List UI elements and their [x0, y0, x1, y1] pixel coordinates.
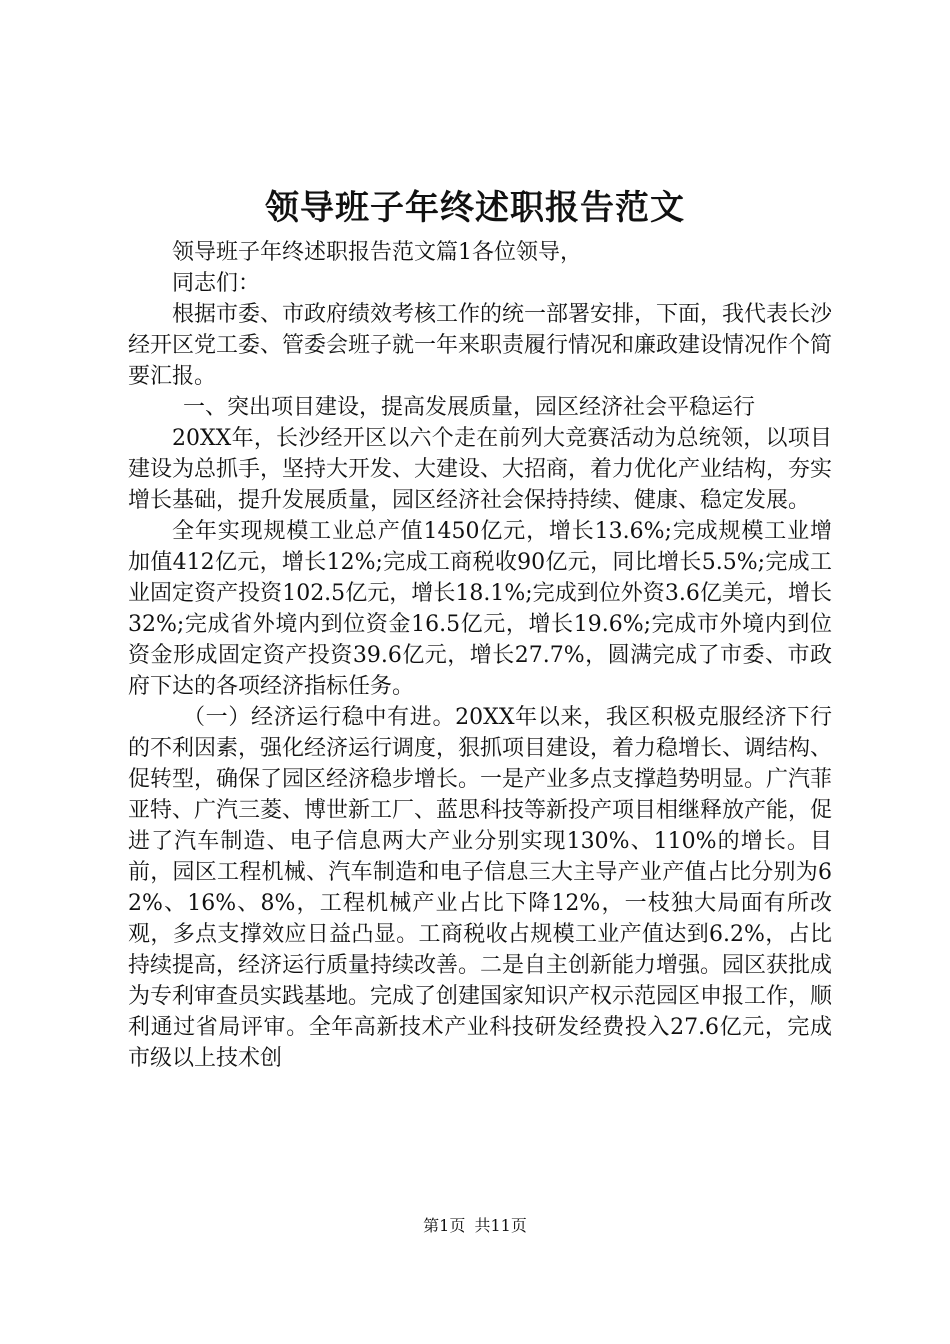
document-body — [128, 237, 832, 1074]
section-heading-1: 一、突出项目建设，提高发展质量，园区经济社会平稳运行 — [183, 395, 756, 420]
paragraph-overview: 20XX年，长沙经开区以六个走在前列大竞赛活动为总统领，以项目建设为总抓手，坚持大开发、大建设、大招商，着力优化产业结构，夯实增长基础，提升发展质量，园区经济社会保持持续、健康、稳定发展。 — [128, 426, 833, 513]
paragraph-intro: 根据市委、市政府绩效考核工作的统一部署安排，下面，我代表长沙经开区党工委、管委会班子就一年来职责履行情况和廉政建设情况作个简要汇报。 — [128, 302, 833, 389]
page-number: 第1页 — [423, 1216, 466, 1235]
paragraph-figures: 全年实现规模工业总产值1450亿元，增长13.6%;完成规模工业增加值412亿元，增长12%;完成工商税收90亿元，同比增长5.5%;完成工业固定资产投资102.5亿元，增长18.1%;完成到位外资3.6亿美元，增长32%;完成省外境内到位资金16.5亿元，增长19.6%;完成市外境内到位资金形成固定资产投资39.6亿元，增长27.7%，圆满完成了市委、市政府下达的各项经济指标任务。 — [128, 519, 832, 699]
page-footer — [0, 1215, 950, 1237]
paragraph-economy: （一）经济运行稳中有进。20XX年以来，我区积极克服经济下行的不利因素，强化经济运行调度，狠抓项目建设，着力稳增长、调结构、促转型，确保了园区经济稳步增长。一是产业多点支撑趋势明显。广汽菲亚特、广汽三菱、博世新工厂、蓝思科技等新投产项目相继释放产能，促进了汽车制造、电子信息两大产业分别实现130%、110%的增长。目前，园区工程机械、汽车制造和电子信息三大主导产业产值占比分别为62%、16%、8%，工程机械产业占比下降12%，一枝独大局面有所改观，多点支撑效应日益凸显。工商税收占规模工业产值达到6.2%，占比持续提高，经济运行质量持续改善。二是自主创新能力增强。园区获批成为专利审查员实践基地。完成了创建国家知识产权示范园区申报工作，顺利通过省局评审。全年高新技术产业科技研发经费投入27.6亿元，完成市级以上技术创 — [128, 705, 833, 1071]
paragraph-salutation: 同志们： — [172, 271, 261, 296]
document-title: 领导班子年终述职报告范文 — [265, 188, 685, 228]
page-total: 共11页 — [474, 1216, 527, 1235]
paragraph-greeting: 领导班子年终述职报告范文篇1各位领导， — [172, 240, 582, 265]
